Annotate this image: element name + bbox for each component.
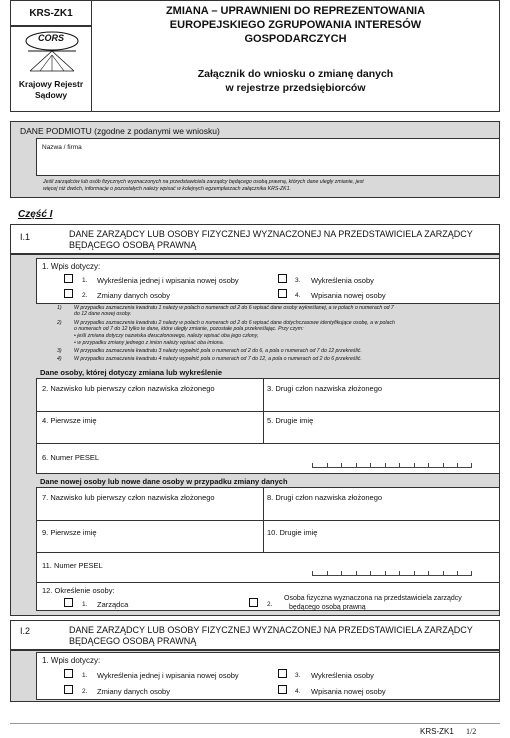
logo-box (10, 26, 92, 112)
s1-entry-box (36, 258, 500, 304)
role-option-2-label-1: Osoba fizyczna wyznaczona na przedstawiciela zarządcy (284, 595, 462, 602)
title-line-3: GOSPODARCZYCH (244, 33, 347, 45)
entity-heading: DANE PODMIOTU (zgodne z podanymi we wniosku) (20, 126, 220, 136)
pesel-new-input[interactable] (312, 569, 472, 576)
role-option-2-num: 2. (267, 601, 273, 608)
footer-page: 1/2 (466, 727, 477, 736)
new-person-fields (36, 487, 500, 611)
registry-line-1: Krajowy Rejestr (18, 79, 84, 89)
s2-option-2-checkbox[interactable] (64, 685, 73, 694)
role-option-2-checkbox[interactable] (249, 598, 258, 607)
logo-text: CORS (37, 33, 64, 43)
entity-note-1: Jeśli zarządców lub osób fizycznych wyznaczonych na przedstawiciela zarządcy będącego osobą prawną, których dane uległy zmianie, jest (43, 179, 364, 185)
s2-option-2-label: Zmiany danych osoby (97, 687, 170, 696)
pesel-old-input[interactable] (312, 461, 472, 468)
field-10-label: 10. Drugie imię (267, 528, 318, 537)
s1-option-1-label: Wykreślenia jednej i wpisania nowej osoby (97, 276, 239, 285)
s1-option-3-num: 3. (295, 277, 301, 284)
note-2-line-3: • jeśli zmiana dotyczy nazwiska dwuczłonowego, należy wpisać oba jego człony, (74, 333, 259, 339)
footer-divider (10, 723, 500, 724)
section-2-number: I.2 (20, 626, 31, 636)
section-2-title-2: BĘDĄCEGO OSOBĄ PRAWNĄ (69, 636, 197, 646)
s1-option-2-label: Zmiany danych osoby (97, 291, 170, 300)
role-option-1-checkbox[interactable] (64, 598, 73, 607)
note-1-num: 1) (57, 305, 62, 311)
part-title: Część I (18, 209, 53, 220)
field-12-label: 12. Określenie osoby: (42, 586, 115, 595)
header-code-box (10, 0, 92, 26)
footer-form-code: KRS-ZK1 (420, 727, 454, 736)
entity-note-2: więcej niż dwóch, informacje o pozostałych należy wpisać w kolejnych egzemplarzach załącznika KRS-ZK1. (43, 186, 291, 192)
note-2-num: 2) (57, 320, 62, 326)
section-1-title-1: DANE ZARZĄDCY LUB OSOBY FIZYCZNEJ WYZNACZONEJ NA PRZEDSTAWICIELA ZARZĄDCY (69, 229, 473, 239)
s1-option-2-num: 2. (82, 292, 88, 299)
s1-option-3-label: Wykreślenia osoby (311, 276, 374, 285)
note-2-line-1: W przypadku zaznaczenia kwadratu 2 należy w polach o numerach od 2 do 6 wpisać dane dotychczasowe identyfikujące osobę, a w polach (74, 320, 395, 326)
field-7-label: 7. Nazwisko lub pierwszy człon nazwiska złożonego (42, 493, 215, 502)
section-2-header (10, 620, 500, 650)
field-2-label: 2. Nazwisko lub pierwszy człon nazwiska złożonego (42, 384, 215, 393)
s2-option-3-checkbox[interactable] (278, 669, 287, 678)
field-4-label: 4. Pierwsze imię (42, 416, 97, 425)
s2-entry-box (36, 652, 500, 700)
s1-option-4-num: 4. (295, 292, 301, 299)
note-1-line-2: do 12 dane nowej osoby. (74, 311, 132, 317)
subtitle-line-2: w rejestrze przedsiębiorców (225, 82, 366, 94)
s2-option-4-checkbox[interactable] (278, 685, 287, 694)
s2-option-1-checkbox[interactable] (64, 669, 73, 678)
s2-option-1-label: Wykreślenia jednej i wpisania nowej osoby (97, 671, 239, 680)
role-option-1-label: Zarządca (97, 600, 129, 609)
note-1-line-1: W przypadku zaznaczenia kwadratu 1 należy w polach o numerach od 2 do 6 wpisać dane osoby wykreślanej, a w polach o numerach od 7 (74, 305, 394, 311)
role-option-1-num: 1. (82, 601, 88, 608)
s2-option-2-num: 2. (82, 688, 88, 695)
s2-option-4-num: 4. (295, 688, 301, 695)
s1-entry-label: 1. Wpis dotyczy: (42, 262, 101, 271)
s2-entry-label: 1. Wpis dotyczy: (42, 656, 101, 665)
field-9-label: 9. Pierwsze imię (42, 528, 97, 537)
registry-line-2: Sądowy (34, 90, 68, 100)
title-line-2: EUROPEJSKIEGO ZGRUPOWANIA INTERESÓW (169, 19, 422, 31)
s1-option-3-checkbox[interactable] (278, 274, 287, 283)
form-code: KRS-ZK1 (29, 8, 73, 19)
entity-name-field[interactable] (36, 138, 500, 176)
s1-option-1-checkbox[interactable] (64, 274, 73, 283)
section-2-title-1: DANE ZARZĄDCY LUB OSOBY FIZYCZNEJ WYZNACZONEJ NA PRZEDSTAWICIELA ZARZĄDCY (69, 625, 473, 635)
old-person-fields (36, 378, 500, 474)
note-4-line-1: W przypadku zaznaczenia kwadratu 4 należy wypełnić pola o numerach od 7 do 12, a pola o numerach od 2 do 6 przekreślić. (74, 356, 362, 362)
s2-option-4-label: Wpisania nowej osoby (311, 687, 386, 696)
s1-option-2-checkbox[interactable] (64, 289, 73, 298)
field-3-label: 3. Drugi człon nazwiska złożonego (267, 384, 383, 393)
subtitle-line-1: Załącznik do wniosku o zmianę danych (197, 68, 394, 80)
note-4-num: 4) (57, 356, 62, 362)
note-3-line-1: W przypadku zaznaczenia kwadratu 3 należy wypełnić pola o numerach od 2 do 6, a pola o numerach od 7 do 12 przekreślić. (74, 348, 362, 354)
old-person-heading: Dane osoby, której dotyczy zmiana lub wykreślenie (40, 368, 223, 377)
role-option-2-label-2: będącego osobą prawną (289, 604, 366, 611)
new-person-heading: Dane nowej osoby lub nowe dane osoby w przypadku zmiany danych (40, 477, 288, 486)
s1-option-1-num: 1. (82, 277, 88, 284)
section-1-title-2: BĘDĄCEGO OSOBĄ PRAWNĄ (69, 240, 197, 250)
field-8-label: 8. Drugi człon nazwiska złożonego (267, 493, 383, 502)
s1-option-4-checkbox[interactable] (278, 289, 287, 298)
note-2-line-4: • w przypadku zmiany jednego z imion należy wpisać oba imiona. (74, 340, 225, 346)
section-1-number: I.1 (20, 232, 31, 242)
s2-option-3-label: Wykreślenia osoby (311, 671, 374, 680)
note-2-line-2: o numerach od 7 do 12 tylko te dane, które uległy zmianie, pozostałe pola przekreślając. Przy czym: (74, 326, 304, 332)
s2-option-1-num: 1. (82, 672, 88, 679)
field-5-label: 5. Drugie imię (267, 416, 314, 425)
title-line-1: ZMIANA – UPRAWNIENI DO REPREZENTOWANIA (165, 5, 426, 17)
note-3-num: 3) (57, 348, 62, 354)
s2-option-3-num: 3. (295, 672, 301, 679)
s1-option-4-label: Wpisania nowej osoby (311, 291, 386, 300)
section-1-header (10, 224, 500, 254)
header-title-box (91, 0, 500, 112)
entity-section (10, 121, 500, 198)
field-11-label: 11. Numer PESEL (42, 561, 103, 570)
field-6-label: 6. Numer PESEL (42, 453, 100, 462)
entity-name-label: Nazwa / firma (42, 144, 82, 151)
